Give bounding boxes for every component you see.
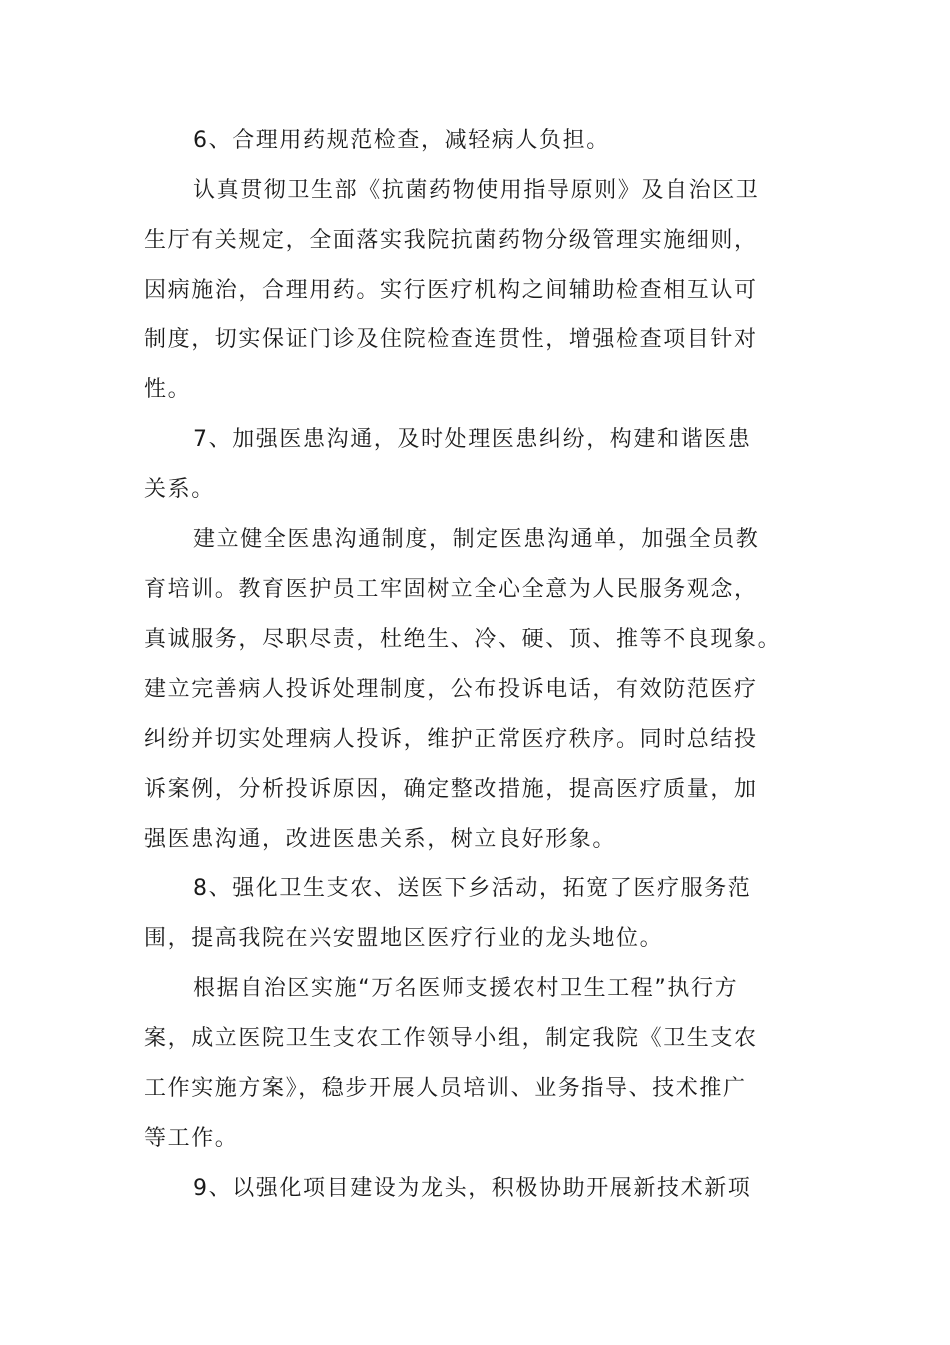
heading-item-7: 7、加强医患沟通，及时处理医患纠纷，构建和谐医患	[193, 427, 752, 452]
paragraph-line: 真诚服务，尽职尽责，杜绝生、冷、硬、顶、推等不良现象。	[144, 627, 782, 652]
heading-line: 关系。	[144, 477, 215, 502]
paragraph-line: 制度，切实保证门诊及住院检查连贯性，增强检查项目针对	[144, 327, 758, 352]
paragraph-line: 根据自治区实施“万名医师支援农村卫生工程”执行方	[193, 976, 739, 1001]
paragraph-line: 认真贯彻卫生部《抗菌药物使用指导原则》及自治区卫	[193, 178, 760, 203]
paragraph-line: 纠纷并切实处理病人投诉，维护正常医疗秩序。同时总结投	[144, 727, 758, 752]
paragraph-line: 育培训。教育医护员工牢固树立全心全意为人民服务观念，	[144, 577, 758, 602]
paragraph-line: 建立完善病人投诉处理制度，公布投诉电话，有效防范医疗	[144, 677, 758, 702]
heading-item-9: 9、以强化项目建设为龙头，积极协助开展新技术新项	[193, 1176, 752, 1201]
paragraph-line: 工作实施方案》，稳步开展人员培训、业务指导、技术推广	[144, 1076, 747, 1101]
paragraph-line: 等工作。	[144, 1126, 239, 1151]
heading-item-6: 6、合理用药规范检查，减轻病人负担。	[193, 128, 610, 153]
paragraph-line: 性。	[144, 377, 192, 402]
paragraph-line: 因病施治，合理用药。实行医疗机构之间辅助检查相互认可	[144, 278, 758, 303]
paragraph-line: 诉案例，分析投诉原因，确定整改措施，提高医疗质量，加	[144, 777, 758, 802]
paragraph-line: 建立健全医患沟通制度，制定医患沟通单，加强全员教	[193, 527, 760, 552]
paragraph-line: 案，成立医院卫生支农工作领导小组，制定我院《卫生支农	[144, 1026, 758, 1051]
heading-item-8: 8、强化卫生支农、送医下乡活动，拓宽了医疗服务范	[193, 876, 752, 901]
paragraph-line: 生厅有关规定，全面落实我院抗菌药物分级管理实施细则，	[144, 228, 758, 253]
paragraph-line: 强医患沟通，改进医患关系，树立良好形象。	[144, 827, 617, 852]
heading-line: 围，提高我院在兴安盟地区医疗行业的龙头地位。	[144, 926, 664, 951]
